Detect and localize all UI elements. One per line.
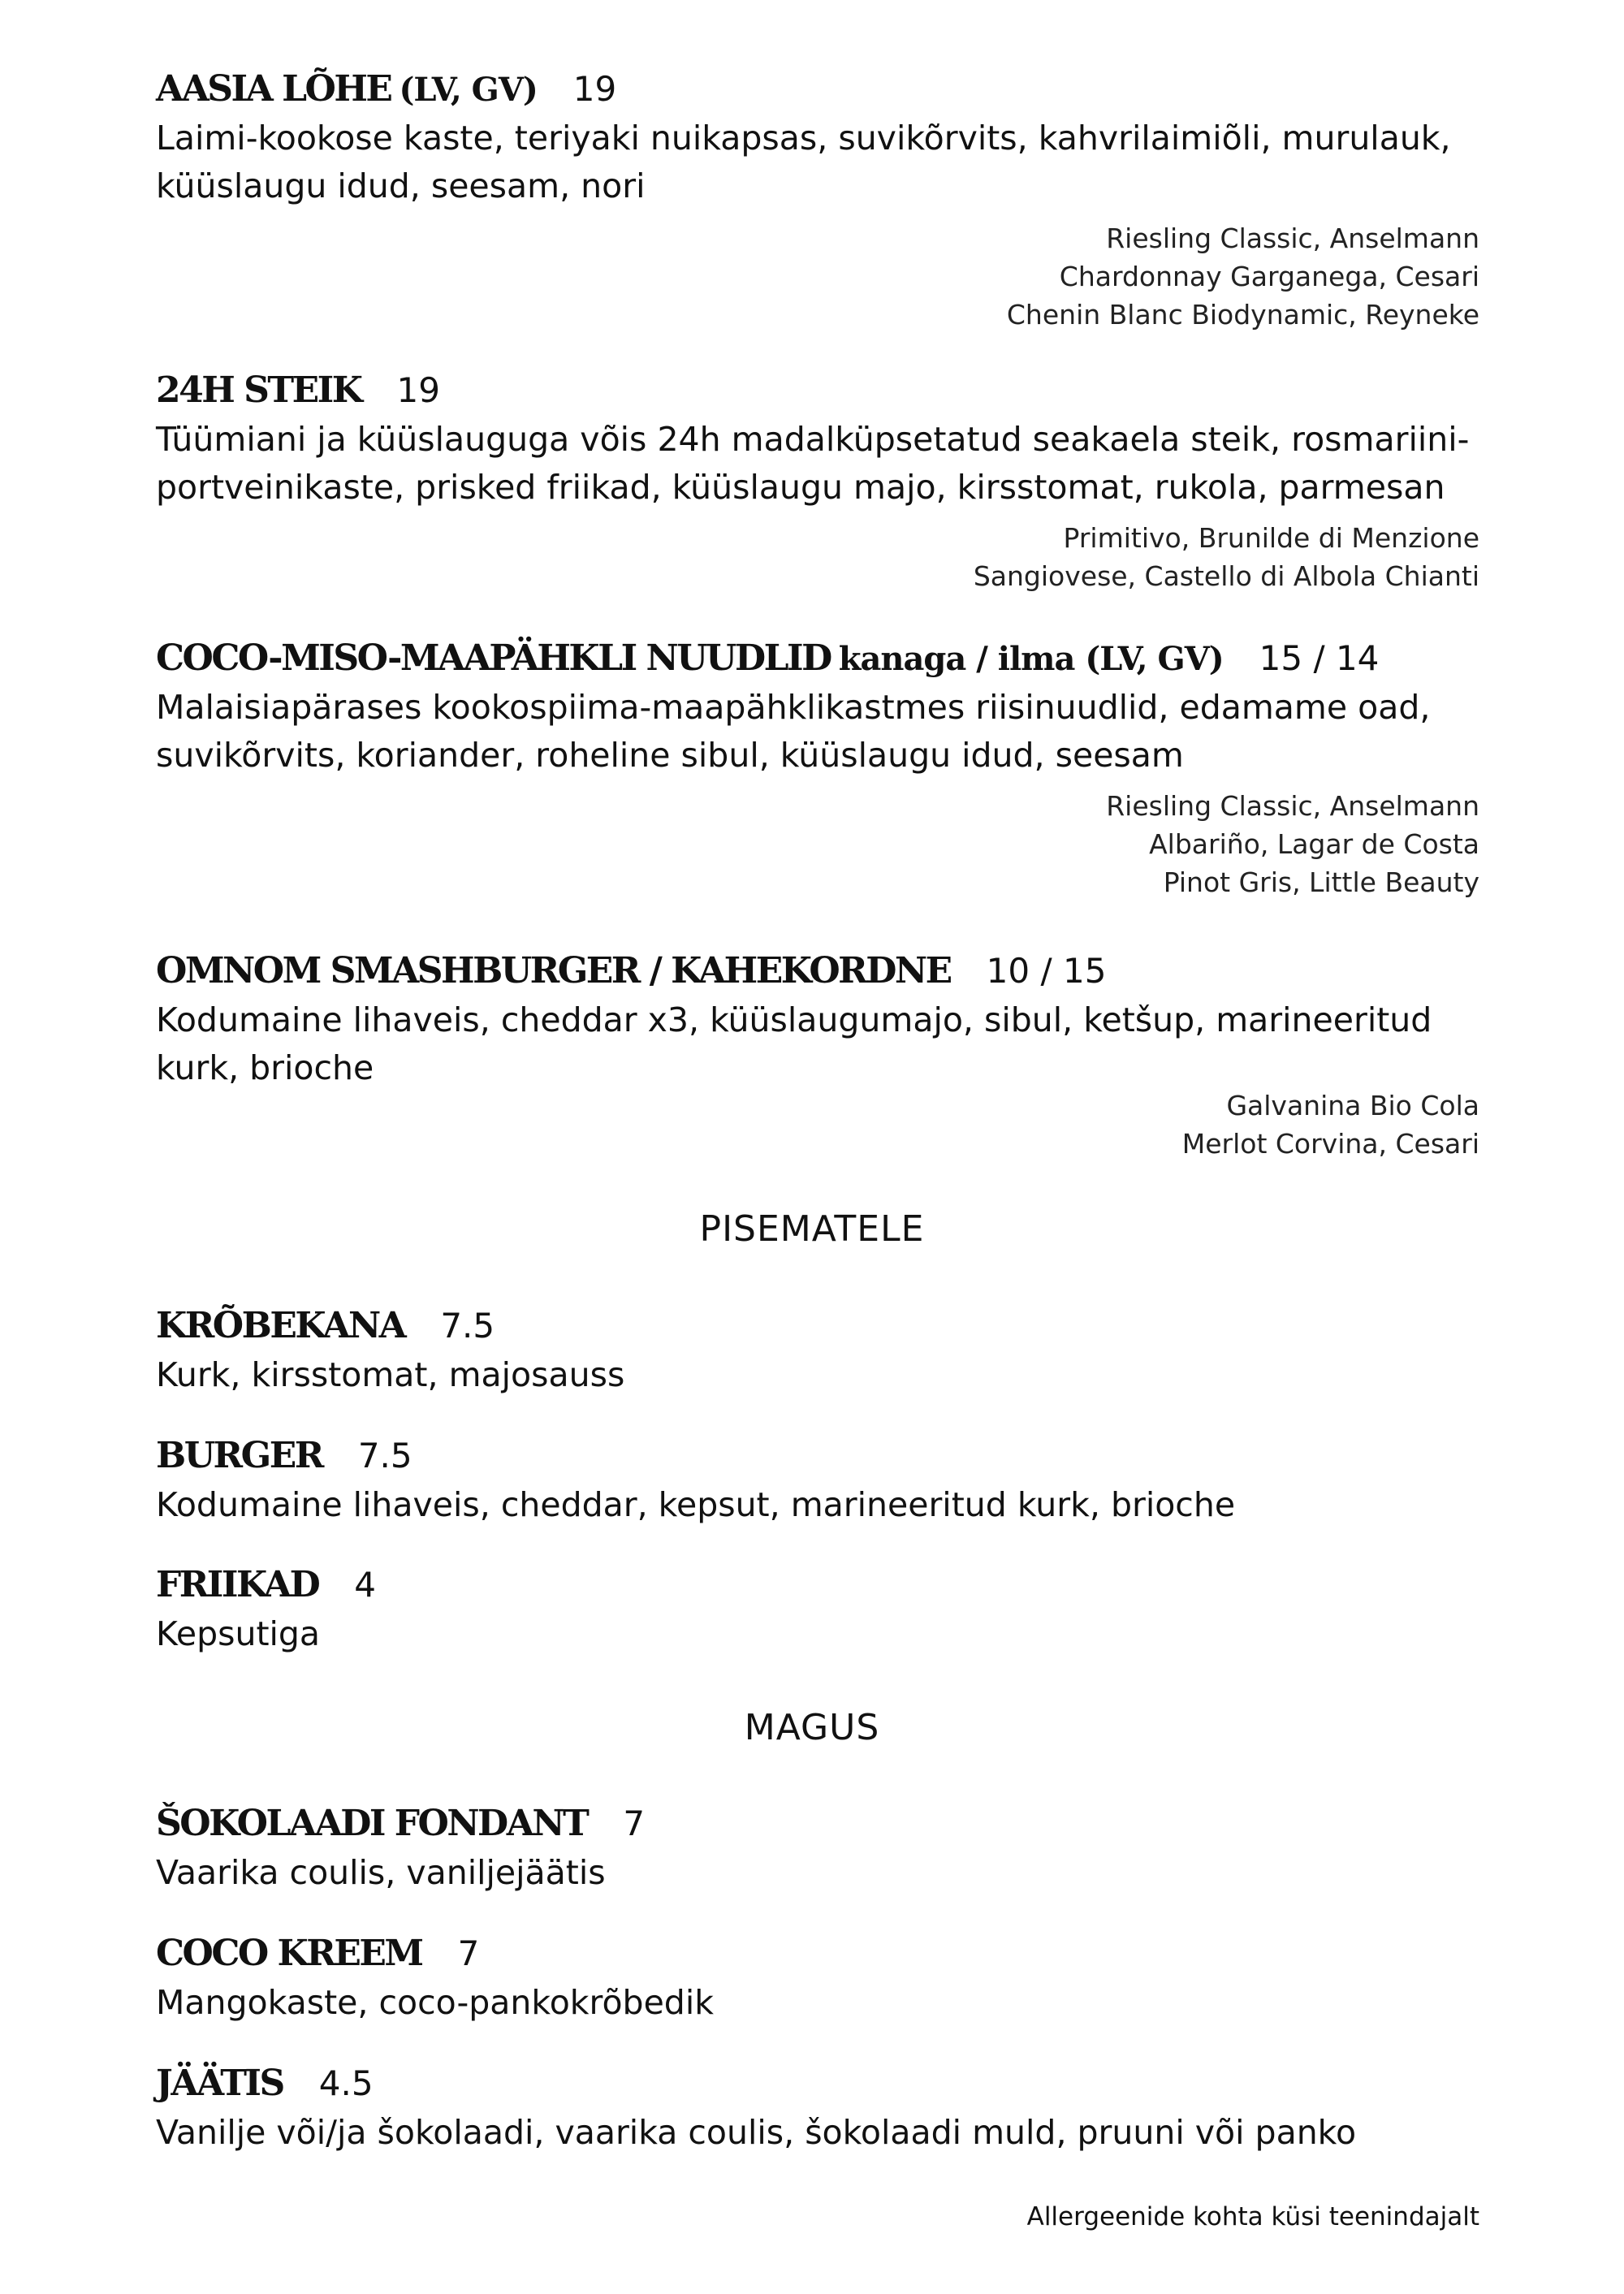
- dish-qualifier: (LV, GV): [399, 71, 538, 109]
- wine-pairing: Galvanina Bio Cola: [1226, 1090, 1479, 1121]
- dish-price: 19: [396, 370, 440, 410]
- wine-pairings: [1106, 787, 1479, 901]
- wine-pairings: [1007, 219, 1479, 334]
- dish-description: [156, 684, 1479, 780]
- description-line: portveinikaste, prisked friikad, küüslaugu majo, kirsstomat, rukola, parmesan: [156, 467, 1445, 507]
- description-line: kurk, brioche: [156, 1048, 374, 1087]
- dish-price: 4: [354, 1565, 376, 1605]
- description-line: Malaisiapärases kookospiima-maapähklikastmes riisinuudlid, edamame oad,: [156, 687, 1431, 727]
- menu-item-jaatis: [156, 2063, 1479, 2157]
- wine-pairings: [974, 519, 1479, 595]
- wine-pairing: Sangiovese, Castello di Albola Chianti: [973, 560, 1479, 592]
- section-heading-desserts: MAGUS: [744, 1707, 880, 1748]
- description-line: küüslaugu idud, seesam, nori: [156, 166, 646, 205]
- dish-name: ŠOKOLAADI FONDANT: [156, 1803, 588, 1844]
- dish-qualifier: kanaga / ilma (LV, GV): [838, 640, 1224, 678]
- dish-name: AASIA LÕHE: [156, 68, 391, 110]
- dish-description: Kurk, kirsstomat, majosauss: [156, 1354, 625, 1394]
- menu-item-aasia-lohe: [156, 68, 1479, 330]
- dish-description: Vaarika coulis, vaniljejäätis: [156, 1852, 606, 1892]
- description-line: Laimi-kookose kaste, teriyaki nuikapsas, suvikõrvits, kahvrilaimiõli, murulauk,: [156, 118, 1451, 158]
- dish-description: Mangokaste, coco-pankokrõbedik: [156, 1982, 714, 2022]
- wine-pairing: Chenin Blanc Biodynamic, Reyneke: [1006, 299, 1479, 330]
- dish-price: 7: [623, 1804, 646, 1843]
- wine-pairing: Pinot Gris, Little Beauty: [1163, 866, 1479, 898]
- dish-price: 19: [572, 69, 617, 109]
- dish-description: Kodumaine lihaveis, cheddar, kepsut, marineeritud kurk, brioche: [156, 1484, 1236, 1524]
- dish-description: Kepsutiga: [156, 1614, 321, 1653]
- menu-item-friikad: [156, 1564, 1479, 1658]
- dish-name: KRÕBEKANA: [156, 1305, 405, 1346]
- dish-price: 15 / 14: [1259, 638, 1380, 678]
- description-line: suvikõrvits, koriander, roheline sibul, küüslaugu idud, seesam: [156, 735, 1184, 775]
- menu-item-24h-steik: [156, 369, 1479, 592]
- dish-description: [156, 416, 1479, 512]
- dish-name: COCO KREEM: [156, 1933, 422, 1974]
- menu-item-coco-miso-nuudlid: [156, 637, 1479, 898]
- dish-price: 4.5: [318, 2063, 374, 2103]
- menu-item-smashburger: [156, 950, 1479, 1160]
- dish-name: FRIIKAD: [156, 1564, 319, 1605]
- dish-description: [156, 996, 1479, 1092]
- wine-pairing: Riesling Classic, Anselmann: [1106, 790, 1479, 822]
- wine-pairing: Merlot Corvina, Cesari: [1181, 1128, 1479, 1160]
- dish-name: OMNOM SMASHBURGER / KAHEKORDNE: [156, 950, 951, 991]
- wine-pairing: Albariño, Lagar de Costa: [1149, 828, 1479, 860]
- dish-name: BURGER: [156, 1435, 322, 1476]
- dish-price: 10 / 15: [986, 951, 1107, 991]
- dish-price: 7: [457, 1933, 480, 1973]
- dish-name: 24H STEIK: [156, 369, 361, 411]
- description-line: Kodumaine lihaveis, cheddar x3, küüslaugumajo, sibul, ketšup, marineeritud: [156, 1000, 1432, 1039]
- menu-item-coco-kreem: [156, 1933, 1479, 2027]
- menu-item-sokolaadi-fondant: [156, 1803, 1479, 1897]
- dish-price: 7.5: [440, 1306, 495, 1346]
- wine-pairing: Riesling Classic, Anselmann: [1106, 222, 1479, 254]
- description-line: Tüümiani ja küüslauguga võis 24h madalküpsetatud seakaela steik, rosmariini-: [156, 419, 1470, 459]
- menu-item-kids-burger: [156, 1435, 1479, 1529]
- wine-pairings: [1182, 1087, 1479, 1163]
- allergen-note: Allergeenide kohta küsi teenindajalt: [1026, 2202, 1479, 2231]
- dish-description: [156, 114, 1479, 210]
- dish-name: JÄÄTIS: [156, 2063, 283, 2104]
- wine-pairing: Primitivo, Brunilde di Menzione: [1063, 522, 1479, 554]
- dish-name: COCO-MISO-MAAPÄHKLI NUUDLID: [156, 637, 831, 679]
- section-heading-kids: PISEMATELE: [699, 1208, 925, 1250]
- wine-pairing: Chardonnay Garganega, Cesari: [1059, 261, 1479, 292]
- dish-price: 7.5: [357, 1436, 412, 1475]
- menu-item-krobekana: [156, 1305, 1479, 1399]
- dish-description: Vanilje või/ja šokolaadi, vaarika coulis, šokolaadi muld, pruuni või panko: [156, 2112, 1357, 2152]
